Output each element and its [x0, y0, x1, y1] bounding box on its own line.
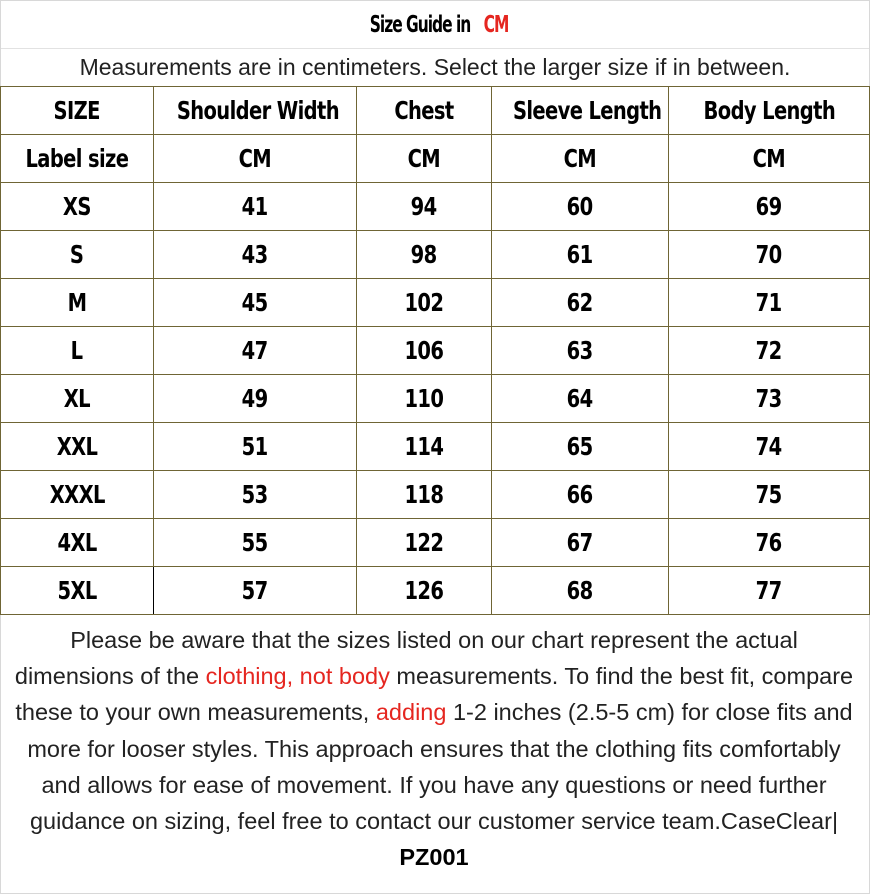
table-row	[1, 327, 870, 375]
table-header-row	[1, 87, 870, 135]
note-text-1: Please be aware that the sizes listed on our chart represent the actual dimensions of the	[14, 627, 798, 690]
cell-value: 45	[242, 288, 268, 317]
table-cell	[154, 471, 357, 519]
row-label: Label size	[25, 144, 129, 173]
cell-value: 63	[567, 336, 593, 365]
cell-value: 55	[242, 528, 268, 557]
row-label-cell	[1, 231, 154, 279]
table-row	[1, 231, 870, 279]
table-cell	[357, 423, 492, 471]
row-label: XXL	[56, 432, 98, 461]
row-label-cell	[1, 135, 154, 183]
cell-value: 114	[404, 432, 444, 461]
table-cell	[492, 327, 669, 375]
row-label: XL	[63, 384, 91, 413]
table-cell	[357, 567, 492, 615]
table-cell	[154, 327, 357, 375]
table-cell	[669, 375, 870, 423]
table-cell	[154, 87, 357, 135]
row-label: 4XL	[57, 528, 97, 557]
cell-value: 75	[756, 480, 782, 509]
page-title	[1, 1, 869, 49]
table-cell	[669, 327, 870, 375]
table-row	[1, 471, 870, 519]
table-cell	[154, 135, 357, 183]
table-row	[1, 183, 870, 231]
table-cell	[669, 471, 870, 519]
table-cell	[492, 471, 669, 519]
cell-value: 122	[404, 528, 444, 557]
row-label-cell	[1, 471, 154, 519]
row-label-cell	[1, 519, 154, 567]
cell-value: Sleeve Length	[512, 96, 662, 125]
table-cell	[492, 135, 669, 183]
cell-value: 73	[756, 384, 782, 413]
table-cell	[357, 375, 492, 423]
cell-value: 110	[404, 384, 444, 413]
cell-value: 126	[404, 576, 444, 605]
cell-value: 61	[567, 240, 593, 269]
row-label-cell	[1, 567, 154, 615]
row-label-cell	[1, 183, 154, 231]
table-cell	[154, 279, 357, 327]
table-cell	[357, 135, 492, 183]
row-label-cell	[1, 279, 154, 327]
table-cell	[492, 519, 669, 567]
size-table	[0, 86, 870, 615]
note-text-3: 1-2 inches (2.5-5 cm) for close fits and more for looser styles. This approach ensures that the clothing fits comfortably and allows for ease of movement. If you have any questions or need further guidance on sizing, feel free to contact our customer service team.CaseClear|	[27, 699, 853, 835]
table-cell	[669, 135, 870, 183]
subtitle: Measurements are in centimeters. Select the larger size if in between.	[79, 54, 791, 80]
table-cell	[492, 279, 669, 327]
table-cell	[669, 519, 870, 567]
cell-value: 70	[756, 240, 782, 269]
row-label-cell	[1, 375, 154, 423]
table-cell	[154, 375, 357, 423]
cell-value: CM	[238, 144, 272, 173]
table-row	[1, 375, 870, 423]
table-cell	[154, 231, 357, 279]
table-cell	[154, 567, 357, 615]
note-text-2: measurements. To find the best fit, compare these to your own measurements,	[15, 663, 854, 726]
table-cell	[357, 279, 492, 327]
cell-value: 53	[242, 480, 268, 509]
cell-value: 64	[567, 384, 593, 413]
table-cell	[669, 87, 870, 135]
note-highlight-clothing: clothing, not body	[205, 663, 390, 690]
row-label-cell	[1, 423, 154, 471]
cell-value: 41	[242, 192, 268, 221]
cell-value: 69	[756, 192, 782, 221]
title-unit: CM	[483, 11, 509, 38]
table-cell	[669, 231, 870, 279]
table-cell	[669, 567, 870, 615]
table-cell	[492, 375, 669, 423]
title-prefix: Size Guide in	[369, 11, 471, 38]
table-cell	[154, 423, 357, 471]
cell-value: Shoulder Width	[176, 96, 339, 125]
cell-value: 74	[756, 432, 782, 461]
cell-value: 71	[756, 288, 782, 317]
table-cell	[669, 183, 870, 231]
cell-value: CM	[563, 144, 597, 173]
note-highlight-adding: adding	[375, 699, 447, 726]
table-unit-row	[1, 135, 870, 183]
cell-value: 47	[242, 336, 268, 365]
row-label: SIZE	[53, 96, 101, 125]
table-cell	[492, 183, 669, 231]
cell-value: 98	[411, 240, 437, 269]
cell-value: 106	[404, 336, 444, 365]
row-label: XXXL	[49, 480, 105, 509]
cell-value: 60	[567, 192, 593, 221]
cell-value: 68	[567, 576, 593, 605]
cell-value: 57	[242, 576, 268, 605]
cell-value: 102	[404, 288, 444, 317]
table-cell	[357, 183, 492, 231]
cell-value: 49	[242, 384, 268, 413]
row-label: XS	[63, 192, 91, 221]
cell-value: 43	[242, 240, 268, 269]
table-cell	[154, 519, 357, 567]
cell-value: 65	[567, 432, 593, 461]
cell-value: 62	[567, 288, 593, 317]
cell-value: 66	[567, 480, 593, 509]
cell-value: CM	[407, 144, 441, 173]
table-row	[1, 519, 870, 567]
row-label: 5XL	[57, 576, 97, 605]
sizing-note	[8, 622, 860, 875]
row-label: S	[70, 240, 84, 269]
table-cell	[492, 423, 669, 471]
cell-value: Body Length	[703, 96, 835, 125]
table-cell	[357, 519, 492, 567]
table-cell	[154, 183, 357, 231]
cell-value: 118	[404, 480, 444, 509]
cell-value: 77	[756, 576, 782, 605]
product-code: PZ001	[399, 844, 469, 871]
table-cell	[357, 231, 492, 279]
row-label-cell	[1, 87, 154, 135]
row-label-cell	[1, 327, 154, 375]
table-cell	[669, 423, 870, 471]
table-cell	[492, 231, 669, 279]
table-cell	[492, 567, 669, 615]
row-label: L	[71, 336, 83, 365]
cell-value: CM	[752, 144, 786, 173]
table-cell	[357, 471, 492, 519]
table-cell	[357, 87, 492, 135]
cell-value: Chest	[394, 96, 454, 125]
row-label: M	[67, 288, 87, 317]
cell-value: 76	[756, 528, 782, 557]
cell-value: 72	[756, 336, 782, 365]
table-row	[1, 567, 870, 615]
cell-value: 67	[567, 528, 593, 557]
cell-value: 94	[411, 192, 437, 221]
table-cell	[669, 279, 870, 327]
table-row	[1, 279, 870, 327]
table-cell	[492, 87, 669, 135]
cell-value: 51	[242, 432, 268, 461]
table-row	[1, 423, 870, 471]
table-cell	[357, 327, 492, 375]
